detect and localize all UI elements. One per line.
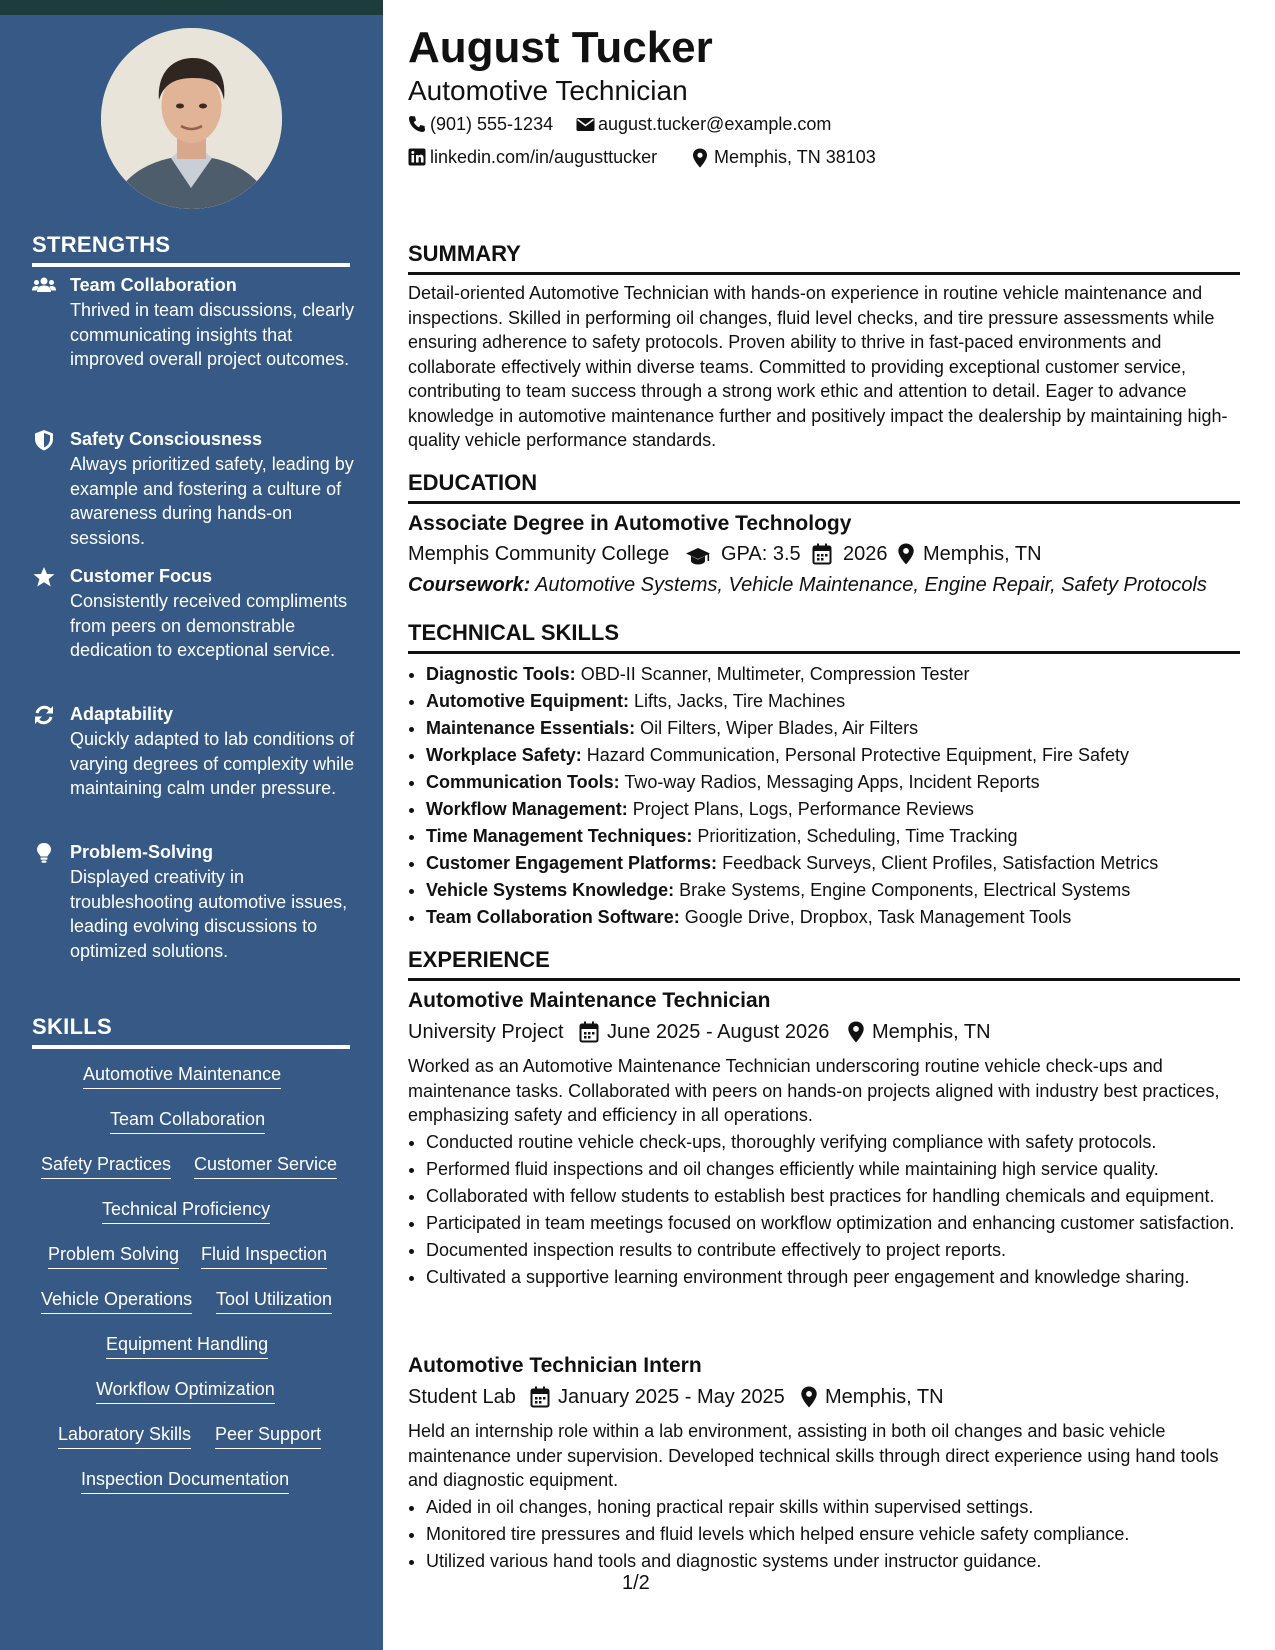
- skill-value: Project Plans, Logs, Performance Reviews: [632, 799, 974, 819]
- skill-chip: Laboratory Skills: [58, 1422, 191, 1449]
- envelope-icon: [576, 115, 595, 133]
- sidebar: [0, 0, 383, 1650]
- strength-desc: Thrived in team discussions, clearly communicating insights that improved overall project outcomes.: [70, 300, 355, 369]
- coursework-label: Coursework:: [408, 574, 531, 596]
- technical-skills-heading: TECHNICAL SKILLS: [408, 620, 1240, 654]
- strength-title: Customer Focus: [70, 566, 213, 586]
- skill-value: Brake Systems, Engine Components, Electrical Systems: [679, 880, 1131, 900]
- skill-value: Hazard Communication, Personal Protective Equipment, Fire Safety: [586, 745, 1129, 765]
- skill-chip: Technical Proficiency: [102, 1197, 270, 1224]
- list-item: • Aided in oil changes, honing practical repair skills within supervised settings.: [426, 1495, 1258, 1520]
- calendar-icon: [579, 1021, 599, 1043]
- list-item: [426, 742, 1258, 769]
- skill-chip: Customer Service: [194, 1152, 337, 1179]
- list-item: • Monitored tire pressures and fluid levels which helped ensure vehicle safety compliance.: [426, 1522, 1258, 1547]
- job-bullets: [408, 1130, 1258, 1292]
- email-text[interactable]: august.tucker@example.com: [598, 114, 832, 134]
- job-title: Automotive Maintenance Technician: [408, 989, 771, 1012]
- list-item: • Participated in team meetings focused on workflow optimization and enhancing customer satisfaction.: [426, 1211, 1258, 1236]
- lightbulb-icon: [32, 842, 56, 864]
- job-org: University Project: [408, 1021, 564, 1043]
- list-item: • Conducted routine vehicle check-ups, thoroughly verifying compliance with safety protocols.: [426, 1130, 1258, 1155]
- list-item: • Documented inspection results to contribute effectively to project reports.: [426, 1238, 1258, 1263]
- linkedin-icon: [408, 148, 426, 166]
- job-location: Memphis, TN: [872, 1021, 991, 1043]
- graduation-cap-icon: [685, 545, 711, 567]
- skill-chip: Team Collaboration: [110, 1107, 265, 1134]
- list-item: [426, 796, 1258, 823]
- skill-label: Workflow Management:: [426, 799, 628, 819]
- education-heading: EDUCATION: [408, 470, 1240, 504]
- star-icon: [32, 566, 56, 588]
- coursework-text: Automotive Systems, Vehicle Maintenance, Engine Repair, Safety Protocols: [535, 574, 1207, 596]
- skill-chip: Fluid Inspection: [201, 1242, 327, 1269]
- skill-label: Diagnostic Tools:: [426, 664, 576, 684]
- technical-skills-list: [408, 661, 1258, 931]
- skill-label: Time Management Techniques:: [426, 826, 693, 846]
- skill-chip: Workflow Optimization: [96, 1377, 275, 1404]
- skill-value: Lifts, Jacks, Tire Machines: [634, 691, 846, 711]
- list-item: [426, 715, 1258, 742]
- strength-title: Adaptability: [70, 704, 174, 724]
- degree: Associate Degree in Automotive Technology: [408, 512, 852, 535]
- skill-chip: Peer Support: [215, 1422, 321, 1449]
- list-item: • Cultivated a supportive learning environment through peer engagement and knowledge sharing.: [426, 1265, 1258, 1290]
- list-item: [426, 688, 1258, 715]
- skill-label: Vehicle Systems Knowledge:: [426, 880, 675, 900]
- skill-value: Oil Filters, Wiper Blades, Air Filters: [640, 718, 919, 738]
- map-pin-icon: [896, 543, 916, 565]
- candidate-name: August Tucker: [408, 23, 713, 72]
- map-pin-icon: [846, 1021, 866, 1043]
- school-location: Memphis, TN: [923, 543, 1042, 565]
- gpa: GPA: 3.5: [721, 543, 801, 565]
- job-dates: June 2025 - August 2026: [607, 1021, 830, 1043]
- strength-desc: Always prioritized safety, leading by example and fostering a culture of awareness during hands-on sessions.: [70, 454, 354, 548]
- map-pin-icon: [799, 1386, 819, 1408]
- skill-chip: Inspection Documentation: [81, 1467, 289, 1494]
- skill-chip: Vehicle Operations: [41, 1287, 192, 1314]
- location-text: Memphis, TN 38103: [714, 147, 876, 167]
- job-dates: January 2025 - May 2025: [558, 1386, 785, 1408]
- skill-chip: Safety Practices: [41, 1152, 171, 1179]
- graduation-year: 2026: [843, 543, 888, 565]
- list-item: [426, 877, 1258, 904]
- linkedin-text[interactable]: linkedin.com/in/augusttucker: [430, 147, 658, 167]
- job-bullets: [408, 1495, 1258, 1576]
- summary-heading: SUMMARY: [408, 241, 1240, 275]
- list-item: [426, 904, 1258, 931]
- map-pin-icon: [692, 148, 708, 168]
- skill-value: Two-way Radios, Messaging Apps, Incident Reports: [624, 772, 1040, 792]
- users-icon: [32, 275, 56, 297]
- skill-label: Customer Engagement Platforms:: [426, 853, 718, 873]
- candidate-title: Automotive Technician: [408, 75, 688, 106]
- profile-photo: [101, 28, 282, 209]
- list-item: [426, 661, 1258, 688]
- strength-desc: Displayed creativity in troubleshooting automotive issues, leading evolving discussions to optimized solutions.: [70, 867, 348, 961]
- skill-label: Maintenance Essentials:: [426, 718, 636, 738]
- strength-title: Safety Consciousness: [70, 429, 263, 449]
- skill-value: Prioritization, Scheduling, Time Tracking: [697, 826, 1018, 846]
- calendar-icon: [812, 543, 832, 565]
- job-description: Held an internship role within a lab environment, assisting in both oil changes and basic vehicle maintenance under supervision. Developed technical skills through direct experience using hand tools and diagnostic equipment.: [408, 1421, 1219, 1490]
- summary-text: Detail-oriented Automotive Technician with hands-on experience in routine vehicle maintenance and inspections. Skilled in performing oil changes, fluid level checks, and tire pressure assessments while ensuring adherence to safety protocols. Proven ability to thrive in fast-paced environments and collaborate effectively within diverse teams. Committed to providing exceptional customer service, contributing to team success through a strong work ethic and attention to detail. Eager to advance knowledge in automotive maintenance further and positively impact the dealership by maintaining high-quality vehicle performance standards.: [408, 283, 1228, 450]
- strength-title: Problem-Solving: [70, 842, 214, 862]
- strengths-heading: STRENGTHS: [32, 232, 350, 267]
- skill-value: OBD-II Scanner, Multimeter, Compression Tester: [580, 664, 970, 684]
- school: Memphis Community College: [408, 543, 670, 565]
- skill-chip: Equipment Handling: [106, 1332, 268, 1359]
- strength-desc: Quickly adapted to lab conditions of varying degrees of complexity while maintaining calm under pressure.: [70, 729, 355, 798]
- calendar-icon: [530, 1386, 550, 1408]
- experience-heading: EXPERIENCE: [408, 947, 1240, 981]
- list-item: [426, 769, 1258, 796]
- job-org: Student Lab: [408, 1386, 516, 1408]
- skill-label: Team Collaboration Software:: [426, 907, 680, 927]
- phone-icon: [408, 115, 426, 133]
- job-title: Automotive Technician Intern: [408, 1354, 702, 1377]
- list-item: • Utilized various hand tools and diagnostic systems under instructor guidance.: [426, 1549, 1258, 1574]
- strength-desc: Consistently received compliments from peers on demonstrable dedication to exceptional service.: [70, 591, 348, 660]
- top-strip: [0, 0, 383, 15]
- list-item: • Performed fluid inspections and oil changes efficiently while maintaining high service quality.: [426, 1157, 1258, 1182]
- shield-icon: [32, 429, 56, 451]
- skill-value: Feedback Surveys, Client Profiles, Satisfaction Metrics: [722, 853, 1159, 873]
- skill-chip: Problem Solving: [48, 1242, 179, 1269]
- coursework: [408, 572, 1207, 598]
- page-number: 1/2: [622, 1572, 650, 1594]
- job-location: Memphis, TN: [825, 1386, 944, 1408]
- list-item: [426, 823, 1258, 850]
- sync-icon: [32, 704, 56, 726]
- avatar: [101, 28, 282, 209]
- skill-chip: Automotive Maintenance: [83, 1062, 281, 1089]
- skills-heading: SKILLS: [32, 1014, 350, 1049]
- strength-title: Team Collaboration: [70, 275, 237, 295]
- skill-chip: Tool Utilization: [216, 1287, 332, 1314]
- skill-label: Workplace Safety:: [426, 745, 582, 765]
- list-item: • Collaborated with fellow students to establish best practices for handling chemicals and equipment.: [426, 1184, 1258, 1209]
- skill-label: Communication Tools:: [426, 772, 620, 792]
- skill-label: Automotive Equipment:: [426, 691, 629, 711]
- phone-text: (901) 555-1234: [430, 114, 554, 134]
- list-item: [426, 850, 1258, 877]
- skill-value: Google Drive, Dropbox, Task Management Tools: [684, 907, 1072, 927]
- job-description: Worked as an Automotive Maintenance Technician underscoring routine vehicle check-ups and maintenance tasks. Collaborated with peers on hands-on projects aligned with industry best practices, emphasizing safety and efficiency in all operations.: [408, 1056, 1220, 1125]
